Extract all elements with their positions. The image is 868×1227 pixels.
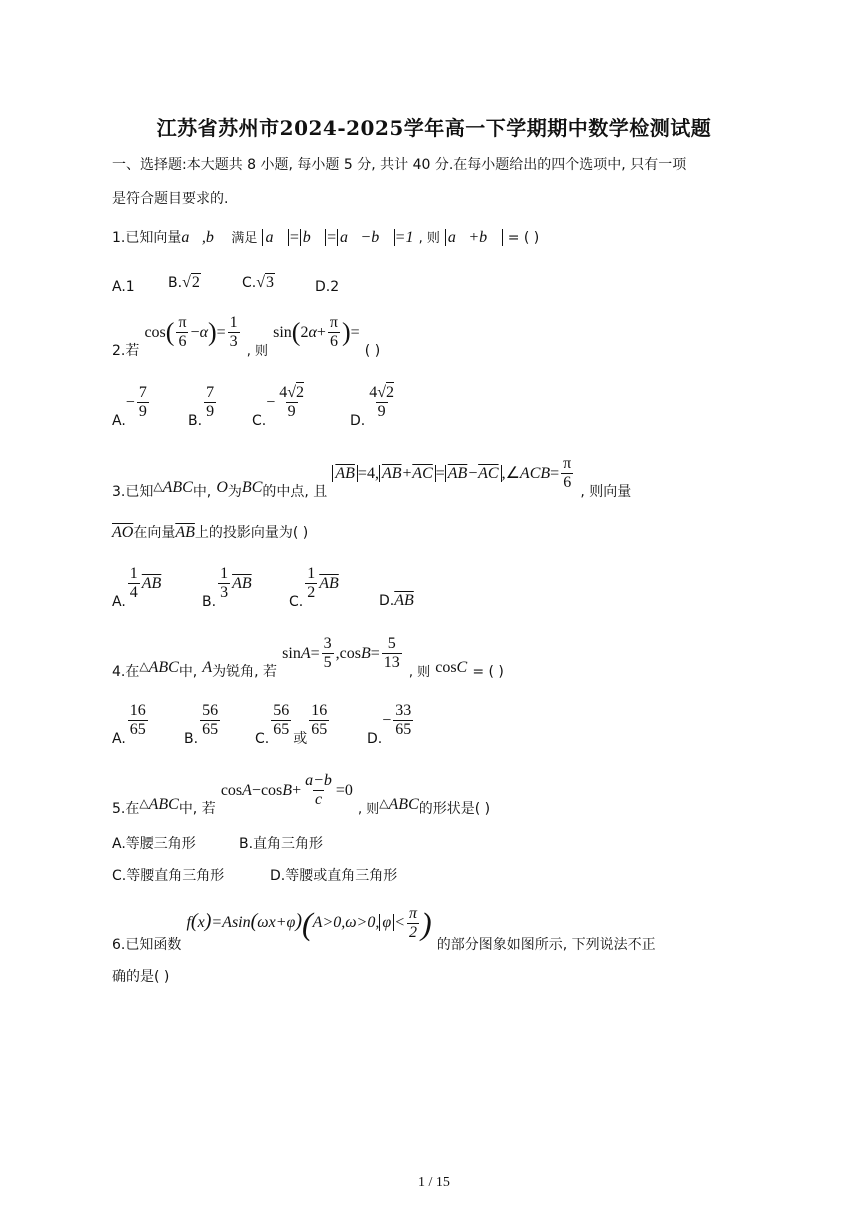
q3-condition: $\overline{AB} =4$, $\overline{AB}+\overline{AC} = \overline{AB}-\overline{AC}$ ,∠ACB= $\frac{\pi}{6}$	[332, 463, 575, 482]
q1-prefix: 1.已知向量	[112, 230, 182, 246]
page-title: 江苏省苏州市2024-2025学年高一下学期期中数学检测试题	[156, 116, 712, 140]
q5-option-b: B.直角三角形	[239, 836, 324, 852]
q1-then: , 则	[418, 231, 440, 246]
question-6: 6.已知函数 f(x)=Asin(ωx+φ)(A>0,ω>0, φ < $\frac{\pi}{2}$ ) 的部分图象如图所示, 下列说法不正	[112, 905, 656, 954]
q2-option-d: D. $\frac{4√2}{9}$	[350, 384, 395, 429]
section-instructions-line1: 一、选择题:本大题共 8 小题, 每小题 5 分, 共计 40 分.在每小题给出的四个选项中, 只有一项	[112, 157, 687, 173]
q3-option-c: C. $\frac{1}{2}$ $\overline{AB}$	[289, 565, 339, 610]
q2-option-c: C.− $\frac{4√2}{9}$	[252, 384, 305, 429]
q2-prefix: 2.若	[112, 343, 140, 359]
q6-function: f(x)=Asin(ωx+φ)(A>0,ω>0, φ < $\frac{\pi}{2}$ )	[186, 905, 432, 942]
question-6-line2: 确的是( )	[112, 969, 170, 985]
q2-then: , 则	[246, 344, 269, 359]
q5-option-d: D.等腰或直角三角形	[270, 868, 398, 884]
q1-condition: a⃗ = b⃗ = a⃗−b⃗ =1	[262, 229, 413, 246]
q4-option-a: A. $\frac{16}{65}$	[112, 702, 146, 747]
q1-vectors: a,b	[181, 229, 227, 246]
question-3: 3.已知$_\triangle$ABC中, O为BC的中点, 且 $\overline{AB} =4$, $\overline{AB}+\overline{AC} = \overline{AB}-\overline{AC}$ ,∠ACB= $\frac{\pi}{6}$ , 则向量	[112, 455, 632, 500]
q1-target: a⃗+b⃗	[445, 229, 503, 246]
q4-option-c: C. $\frac{56}{65}$ 或 $\frac{16}{65}$	[255, 702, 328, 747]
q1-option-c: C.√3	[242, 274, 275, 291]
q4-option-b: B. $\frac{56}{65}$	[184, 702, 219, 747]
q3-option-a: A. $\frac{1}{4}$ $\overline{AB}$	[112, 565, 162, 610]
question-1	[112, 229, 539, 246]
q2-sin: sin	[273, 324, 292, 341]
q2-tail: ( )	[364, 343, 381, 359]
q1-option-a: A.1	[112, 279, 135, 295]
q2-option-a: A.− $\frac{7}{9}$	[112, 384, 147, 429]
q2-option-b: B. $\frac{7}{9}$	[188, 384, 215, 429]
q1-tail: = ( )	[507, 230, 540, 246]
question-2: 2.若 cos( $\frac{\pi}{6}$ −α)= $\frac{1}{3}$ $_{, 则}$ sin(2α+ $\frac{\pi}{6}$ )= ( )	[112, 314, 381, 359]
q5-option-a: A.等腰三角形	[112, 836, 196, 852]
q4-option-d: D.− $\frac{33}{65}$	[367, 702, 412, 747]
section-instructions-line2: 是符合题目要求的.	[112, 191, 229, 207]
q2-cos: cos	[144, 324, 166, 341]
page-number: 1 / 15	[418, 1175, 450, 1190]
q3-option-d: $D.\overline{AB}$	[379, 592, 414, 609]
q1-mid: 满足	[231, 231, 258, 246]
q5-option-c: C.等腰直角三角形	[112, 868, 225, 884]
question-5: 5.在$_\triangle$ABC中, 若 cosA−cosB+ $\frac{a-b}{c}$ =0 $_{, 则\triangle}$ABC的形状是( )	[112, 772, 491, 817]
question-4: 4.在$_\triangle$ABC中, A为锐角, 若 sinA= $\frac{3}{5}$ ,cosB= $\frac{5}{13}$ $_{, 则}$ cosC = ( )	[112, 635, 504, 680]
q1-option-d: D.2	[315, 279, 340, 295]
question-3-line2: $\overline{AO}$在向量$\overline{AB}$上的投影向量为( )	[112, 524, 309, 541]
q1-option-b: B.√2	[168, 274, 200, 291]
q3-option-b: B. $\frac{1}{3}$ $\overline{AB}$	[202, 565, 252, 610]
